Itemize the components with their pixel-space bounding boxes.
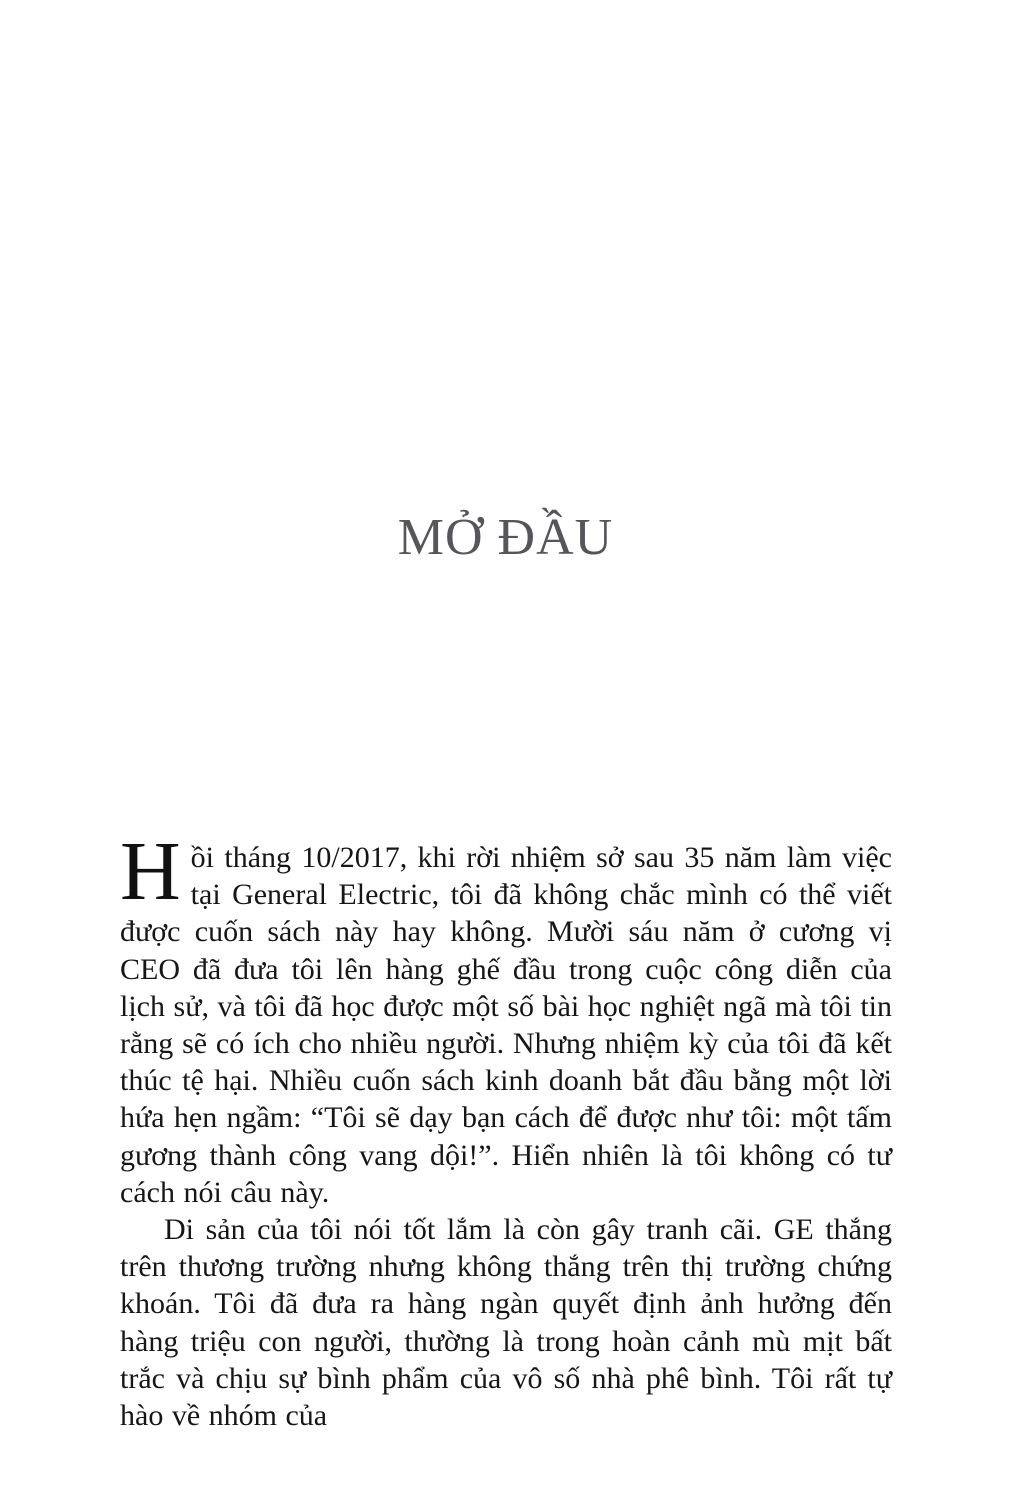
paragraph-second: Di sản của tôi nói tốt lắm là còn gây tranh cãi. GE thắng trên thương trường nhưng không thắng trên thị trường chứng khoán. Tôi đã đưa ra hàng ngàn quyết định ảnh hưởng đến hàng triệu con người, thường là trong hoàn cảnh mù mịt bất trắc và chịu sự bình phẩm của vô số nhà phê bình. Tôi rất tự hào về nhóm của	[120, 1213, 892, 1433]
paragraph-opening	[120, 825, 892, 1211]
drop-cap-letter: H	[120, 825, 181, 918]
body-text-block	[120, 825, 892, 1434]
chapter-title: MỞ ĐẦU	[397, 509, 614, 566]
paragraph-opening-text: ồi tháng 10/2017, khi rời nhiệm sở sau 35 năm làm việc tại General Electric, tôi đã không chắc mình có thể viết được cuốn sách này hay không. Mười sáu năm ở cương vị CEO đã đưa tôi lên hàng ghế đầu trong cuộc công diễn của lịch sử, và tôi đã học được một số bài học nghiệt ngã mà tôi tin rằng sẽ có ích cho nhiều người. Nhưng nhiệm kỳ của tôi đã kết thúc tệ hại. Nhiều cuốn sách kinh doanh bắt đầu bằng một lời hứa hẹn ngầm: “Tôi sẽ dạy bạn cách để được như tôi: một tấm gương thành công vang dội!”. Hiển nhiên là tôi không có tư cách nói câu này.	[120, 841, 892, 1209]
